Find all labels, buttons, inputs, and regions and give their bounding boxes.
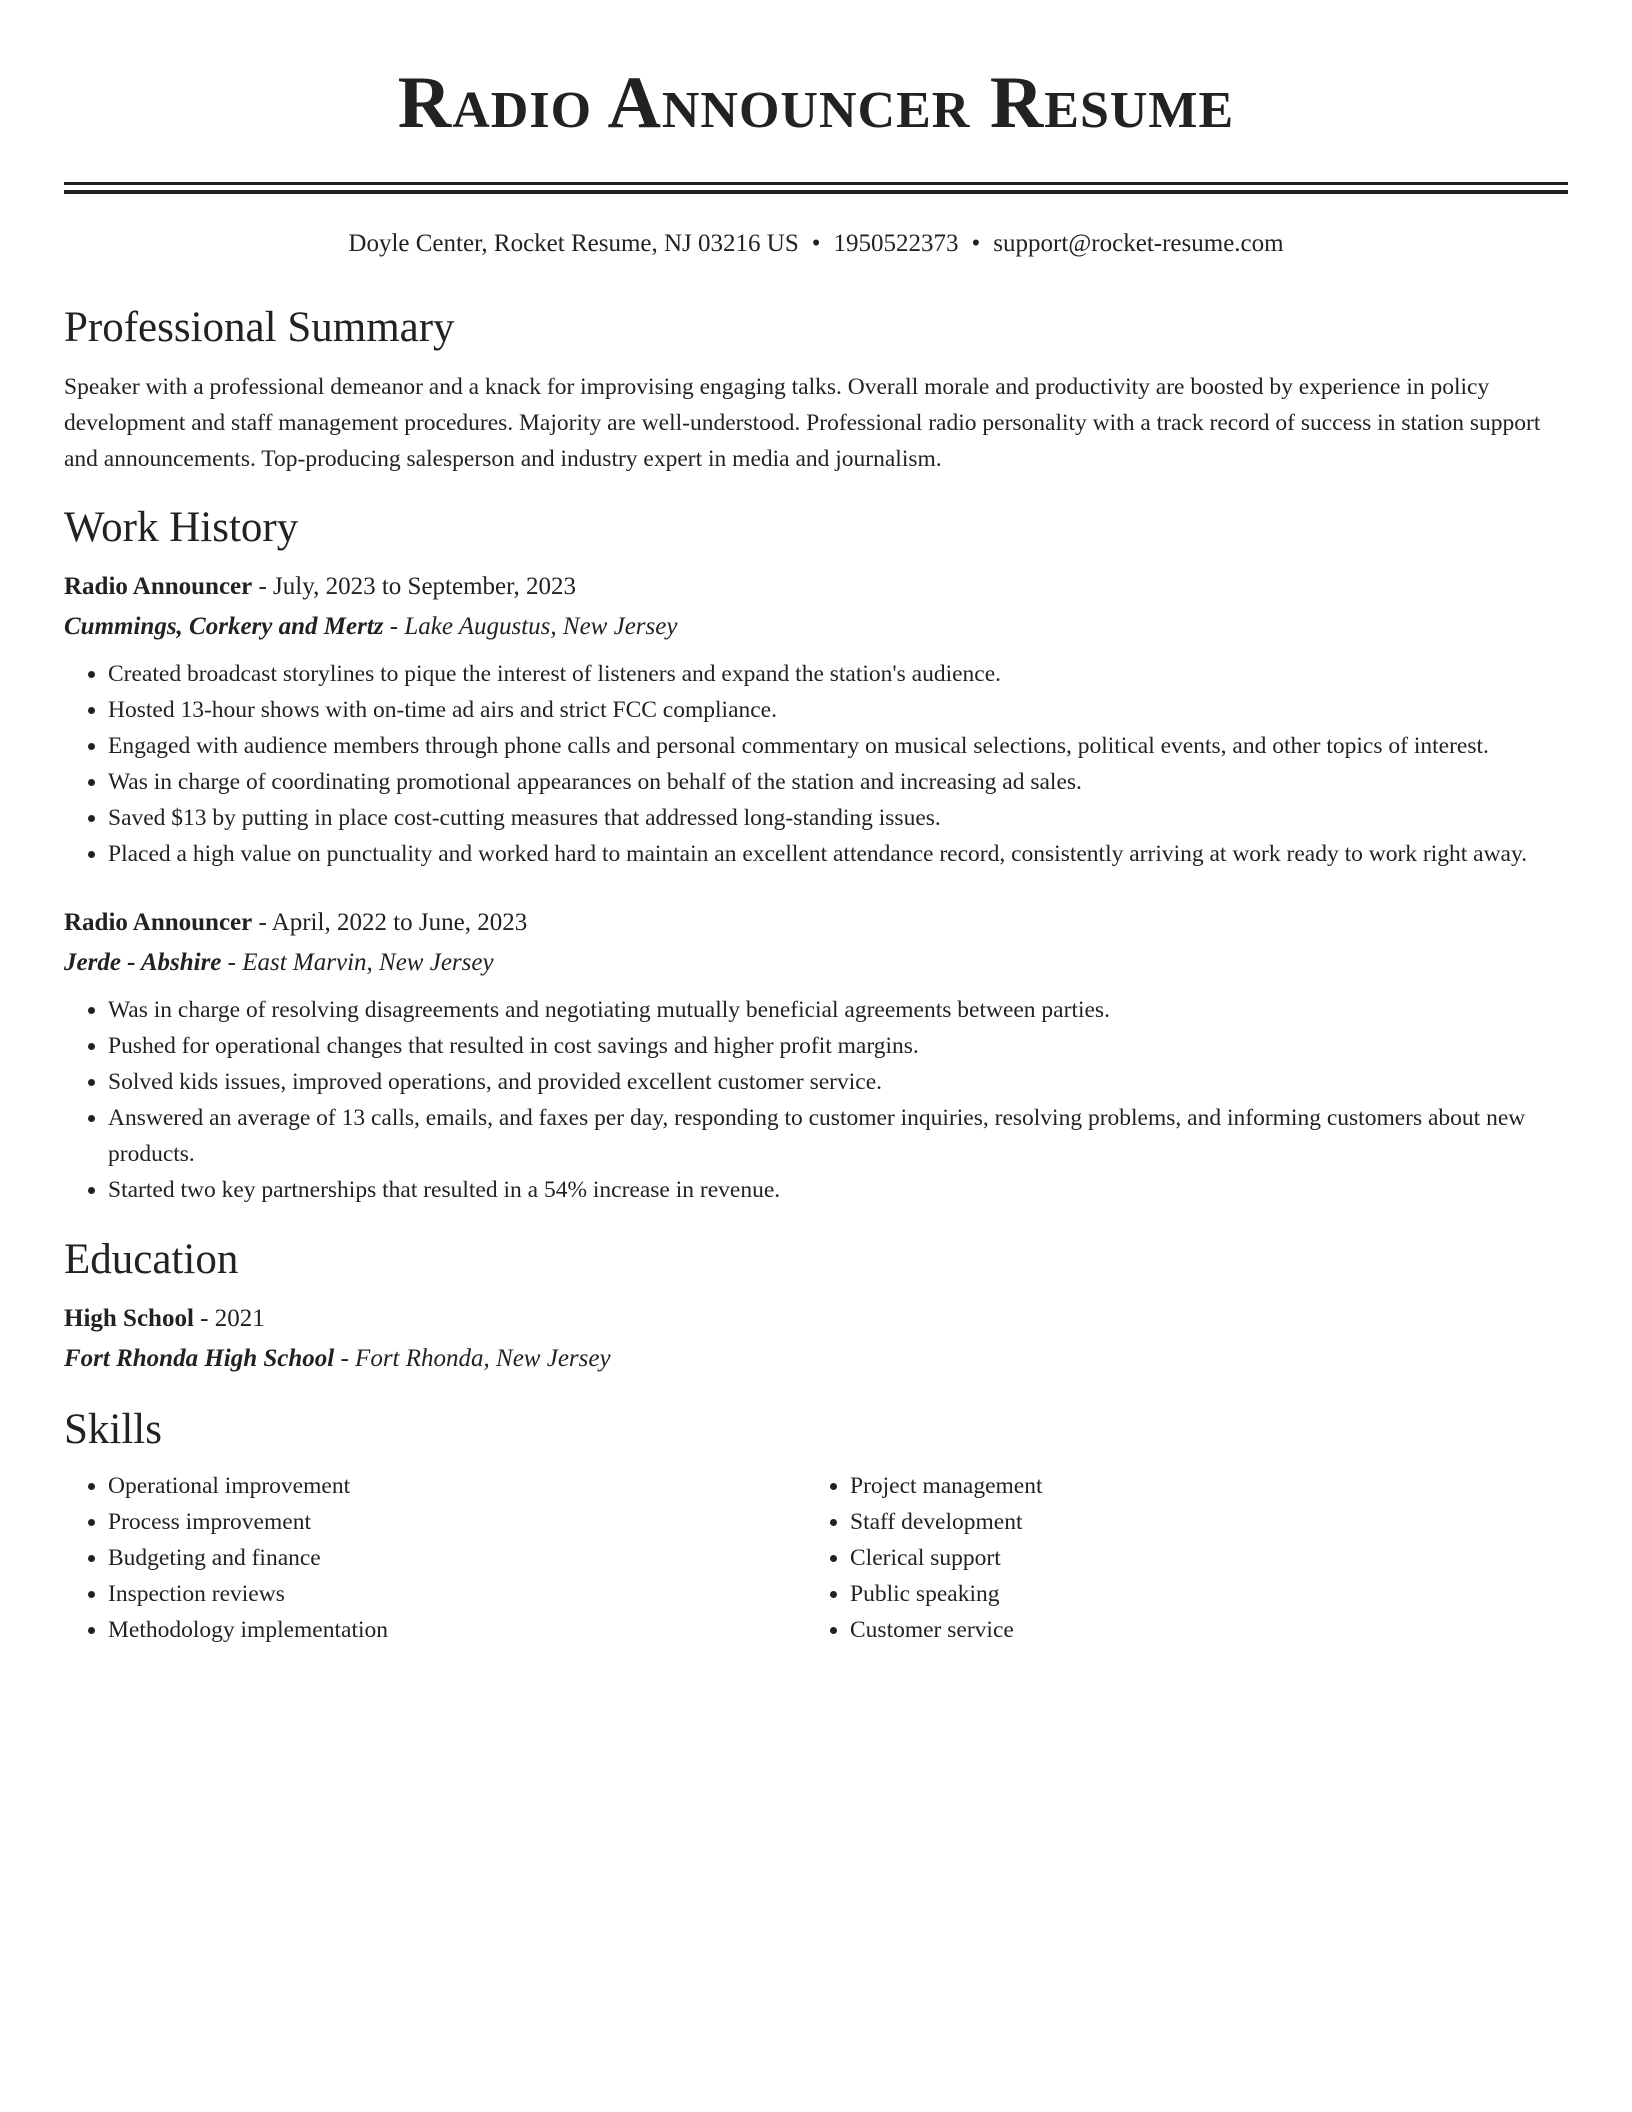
skills-grid: [64, 1468, 1568, 1648]
title-rule-bottom: [64, 190, 1568, 194]
job-entry: [64, 570, 1568, 872]
education-school: Fort Rhonda High School: [64, 1345, 335, 1372]
job-dates: - July, 2023 to September, 2023: [252, 573, 576, 600]
resume-title: Radio Announcer Resume: [397, 62, 1235, 144]
education-year: - 2021: [193, 1305, 265, 1332]
job-bullet: • Was in charge of coordinating promotional appearances on behalf of the station and increasing ad sales.: [108, 764, 1568, 800]
job-location: - Lake Augustus, New Jersey: [383, 613, 678, 640]
contact-address: Doyle Center, Rocket Resume, NJ 03216 US: [348, 230, 799, 257]
skill-item: • Process improvement: [108, 1504, 806, 1540]
job-bullet: • Placed a high value on punctuality and worked hard to maintain an excellent attendance record, consistently arriving at work ready to work right away.: [108, 836, 1568, 872]
summary-heading: Professional Summary: [64, 304, 455, 351]
job-bullet: • Engaged with audience members through phone calls and personal commentary on musical selections, political events, and other topics of interest.: [108, 728, 1568, 764]
summary-text: Speaker with a professional demeanor and a knack for improvising engaging talks. Overall morale and productivity are boosted by experience in policy development and staff management procedures. Majority are well-understood. Professional radio personality with a track record of success in station support and announcements. Top-producing salesperson and industry expert in media and journalism.: [64, 374, 1541, 472]
contact-separator: •: [971, 230, 981, 257]
job-entry: [64, 906, 1568, 1208]
job-bullet: • Was in charge of resolving disagreements and negotiating mutually beneficial agreements between parties.: [108, 992, 1568, 1028]
job-bullet: • Solved kids issues, improved operations, and provided excellent customer service.: [108, 1064, 1568, 1100]
job-bullet: • Answered an average of 13 calls, emails, and faxes per day, responding to customer inquiries, resolving problems, and informing customers about new products.: [108, 1100, 1568, 1172]
title-rule-top: [64, 182, 1568, 185]
job-title: Radio Announcer: [64, 909, 253, 936]
contact-line: [64, 228, 1568, 260]
education-location: - Fort Rhonda, New Jersey: [334, 1345, 611, 1372]
skills-column-left: [64, 1468, 806, 1648]
skill-item: • Inspection reviews: [108, 1576, 806, 1612]
skill-item: • Budgeting and finance: [108, 1540, 806, 1576]
skill-item: • Clerical support: [850, 1540, 1548, 1576]
skill-item: • Staff development: [850, 1504, 1548, 1540]
job-bullet: • Started two key partnerships that resulted in a 54% increase in revenue.: [108, 1172, 1568, 1208]
skills-heading: Skills: [64, 1406, 162, 1453]
job-bullet-list: [64, 656, 1568, 872]
education-degree-line: [64, 1302, 1568, 1336]
education-heading: Education: [64, 1236, 239, 1283]
job-company: Jerde - Abshire: [64, 949, 222, 976]
education-entry: [64, 1302, 1568, 1376]
job-dates: - April, 2022 to June, 2023: [252, 909, 528, 936]
job-company-line: [64, 946, 1568, 980]
job-company-line: [64, 610, 1568, 644]
contact-phone: 1950522373: [833, 230, 959, 257]
job-location: - East Marvin, New Jersey: [221, 949, 494, 976]
job-bullet: • Pushed for operational changes that resulted in cost savings and higher profit margins.: [108, 1028, 1568, 1064]
skill-item: • Public speaking: [850, 1576, 1548, 1612]
skill-item: • Operational improvement: [108, 1468, 806, 1504]
education-school-line: [64, 1342, 1568, 1376]
work-history-heading: Work History: [64, 504, 299, 551]
skill-item: • Customer service: [850, 1612, 1548, 1648]
job-title-line: [64, 570, 1568, 604]
job-title: Radio Announcer: [64, 573, 253, 600]
education-degree: High School: [64, 1305, 194, 1332]
job-bullet: • Saved $13 by putting in place cost-cutting measures that addressed long-standing issues.: [108, 800, 1568, 836]
job-title-line: [64, 906, 1568, 940]
contact-email: support@rocket-resume.com: [993, 230, 1284, 257]
job-company: Cummings, Corkery and Mertz: [64, 613, 384, 640]
job-bullet: • Created broadcast storylines to pique the interest of listeners and expand the station's audience.: [108, 656, 1568, 692]
contact-separator: •: [811, 230, 821, 257]
skill-item: • Project management: [850, 1468, 1548, 1504]
job-bullet-list: [64, 992, 1568, 1208]
skill-item: • Methodology implementation: [108, 1612, 806, 1648]
skills-column-right: [806, 1468, 1548, 1648]
job-bullet: • Hosted 13-hour shows with on-time ad airs and strict FCC compliance.: [108, 692, 1568, 728]
